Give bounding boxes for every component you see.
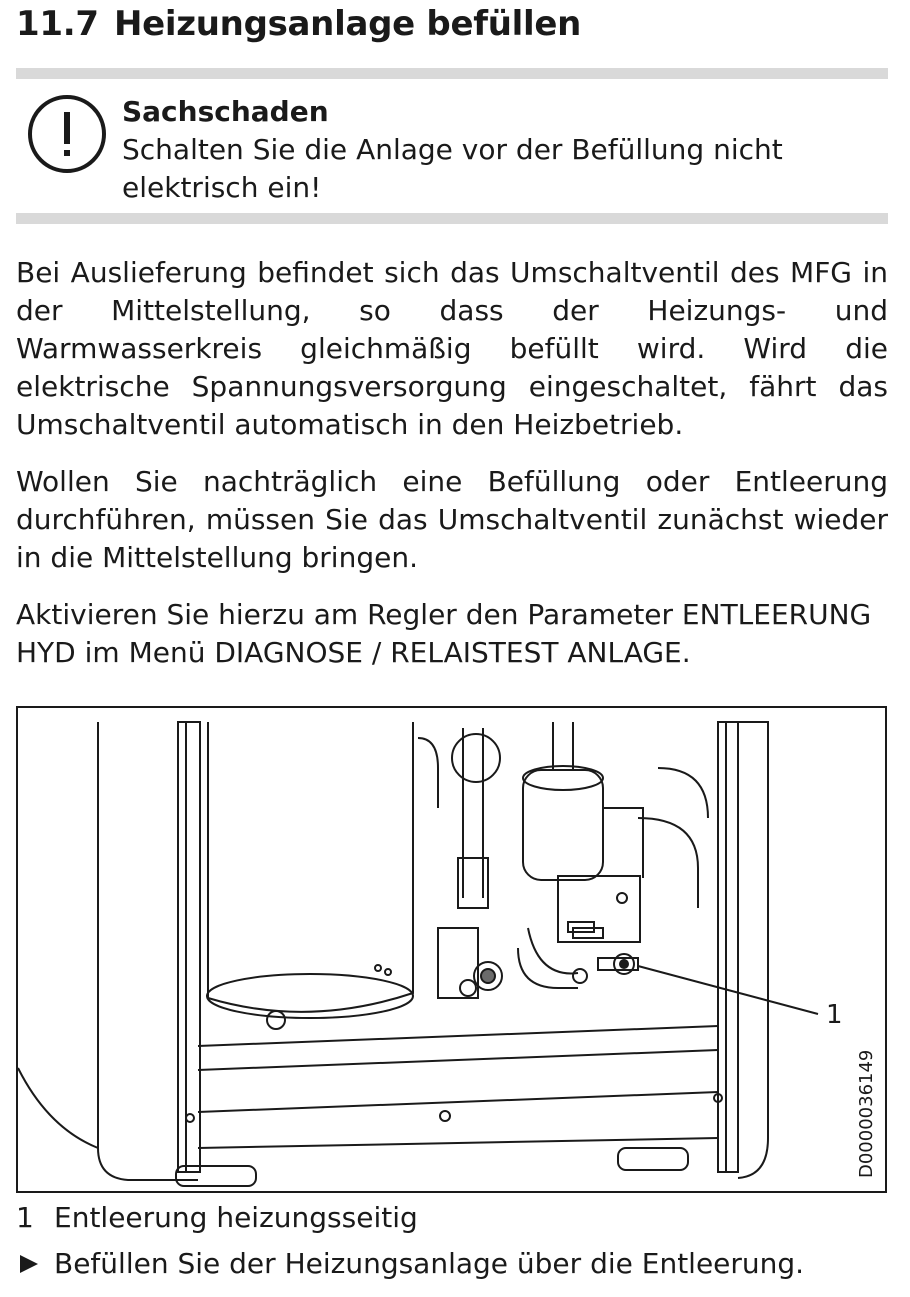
instruction-step [16,1247,804,1280]
figure-caption [16,1201,418,1234]
callout-number-1: 1 [826,1000,843,1030]
paragraph-activate-parameter: Aktivieren Sie hierzu am Regler den Parameter ENTLEERUNG HYD im Menü DIAGNOSE / RELAISTEST ANLAGE. [16,598,872,669]
section-title: Heizungsanlage befüllen [114,4,581,44]
document-id: D0000036149 [856,1049,877,1178]
section-heading [16,2,581,46]
caption-text: Entleerung heizungsseitig [54,1201,418,1234]
warning-notice [16,68,888,224]
instruction-text: Befüllen Sie der Heizungsanlage über die Entleerung. [54,1247,805,1280]
paragraph-refill-later: Wollen Sie nachträglich eine Befüllung oder Entleerung durchführen, müssen Sie das Umschaltventil zunächst wieder in die Mittelstellung bringen. [16,465,888,574]
notice-text: Schalten Sie die Anlage vor der Befüllung nicht elektrisch ein! [122,133,783,204]
heat-pump-illustration [18,708,887,1193]
paragraph-delivery-state: Bei Auslieferung befindet sich das Umschaltventil des MFG in der Mittelstellung, so dass der Heizungs- und Warmwasserkreis gleichmäßig befüllt wird. Wird die elektrische Spannungsversorgung eingeschaltet, fährt das Umschaltventil automatisch in den Heizbetrieb. [16,256,888,441]
triangle-right-icon [16,1250,54,1278]
exclamation-circle-icon [26,93,108,175]
caption-number: 1 [16,1201,34,1234]
technical-figure [16,706,887,1193]
section-number: 11.7 [16,4,99,44]
notice-title: Sachschaden [122,95,329,128]
